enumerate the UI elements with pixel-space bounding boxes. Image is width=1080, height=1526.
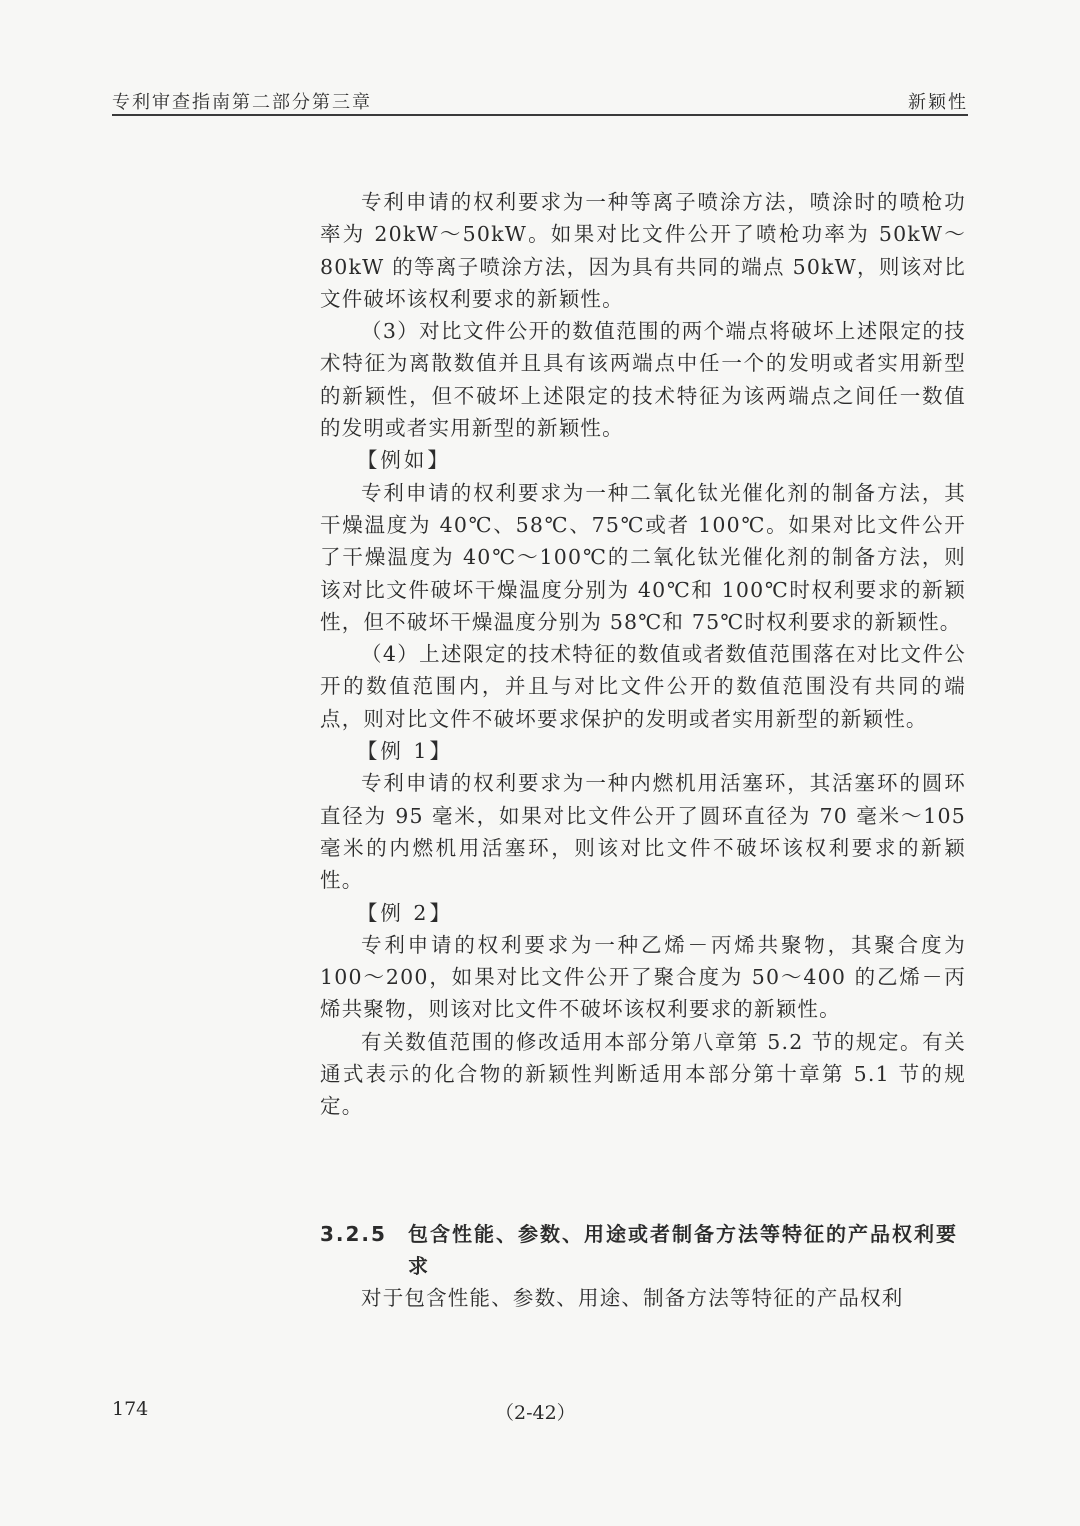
paragraph: （3）对比文件公开的数值范围的两个端点将破坏上述限定的技术特征为离散数值并且具有该两端点中任一个的发明或者实用新型的新颖性，但不破坏上述限定的技术特征为该两端点之间任一数值的发明或者实用新型的新颖性。	[320, 319, 966, 441]
paragraph: 专利申请的权利要求为一种内燃机用活塞环，其活塞环的圆环直径为 95 毫米，如果对比文件公开了圆环直径为 70 毫米～105 毫米的内燃机用活塞环，则该对比文件不破坏该权利要求的新颖性。	[320, 771, 966, 893]
section-body	[320, 1282, 966, 1314]
paragraph: 专利申请的权利要求为一种二氧化钛光催化剂的制备方法，其干燥温度为 40℃、58℃、75℃或者 100℃。如果对比文件公开了干燥温度为 40℃～100℃的二氧化钛光催化剂的制备方法，则该对比文件破坏干燥温度分别为 40℃和 100℃时权利要求的新颖性，但不破坏干燥温度分别为 58℃和 75℃时权利要求的新颖性。	[320, 480, 966, 634]
page-number: 174	[112, 1398, 149, 1420]
header-section-title: 新颖性	[908, 92, 968, 113]
paragraph: （4）上述限定的技术特征的数值或者数值范围落在对比文件公开的数值范围内，并且与对比文件公开的数值范围没有共同的端点，则对比文件不破坏要求保护的发明或者实用新型的新颖性。	[320, 642, 966, 731]
paragraph: 专利申请的权利要求为一种等离子喷涂方法，喷涂时的喷枪功率为 20kW～50kW。如果对比文件公开了喷枪功率为 50kW～80kW 的等离子喷涂方法，因为具有共同的端点 50kW，则该对比文件破坏该权利要求的新颖性。	[320, 190, 966, 311]
paragraph: 对于包含性能、参数、用途、制备方法等特征的产品权利	[361, 1286, 904, 1310]
paragraph: 专利申请的权利要求为一种乙烯－丙烯共聚物，其聚合度为 100～200，如果对比文件公开了聚合度为 50～400 的乙烯－丙烯共聚物，则该对比文件不破坏该权利要求的新颖性。	[320, 932, 966, 1022]
section-heading	[320, 1218, 966, 1282]
body-text	[320, 186, 966, 1123]
paragraph: 有关数值范围的修改适用本部分第八章第 5.2 节的规定。有关通式表示的化合物的新颖性判断适用本部分第十章第 5.1 节的规定。	[320, 1029, 966, 1119]
section-page-ref: （2-42）	[495, 1402, 576, 1424]
running-header	[112, 86, 968, 116]
header-chapter-title: 专利审查指南第二部分第三章	[112, 92, 372, 113]
section-number: 3.2.5	[320, 1222, 387, 1246]
section-title: 包含性能、参数、用途或者制备方法等特征的产品权利要求	[408, 1222, 958, 1278]
example-label: 【例 1】	[356, 739, 453, 764]
example-label: 【例 2】	[356, 900, 453, 925]
example-label: 【例如】	[356, 448, 451, 473]
